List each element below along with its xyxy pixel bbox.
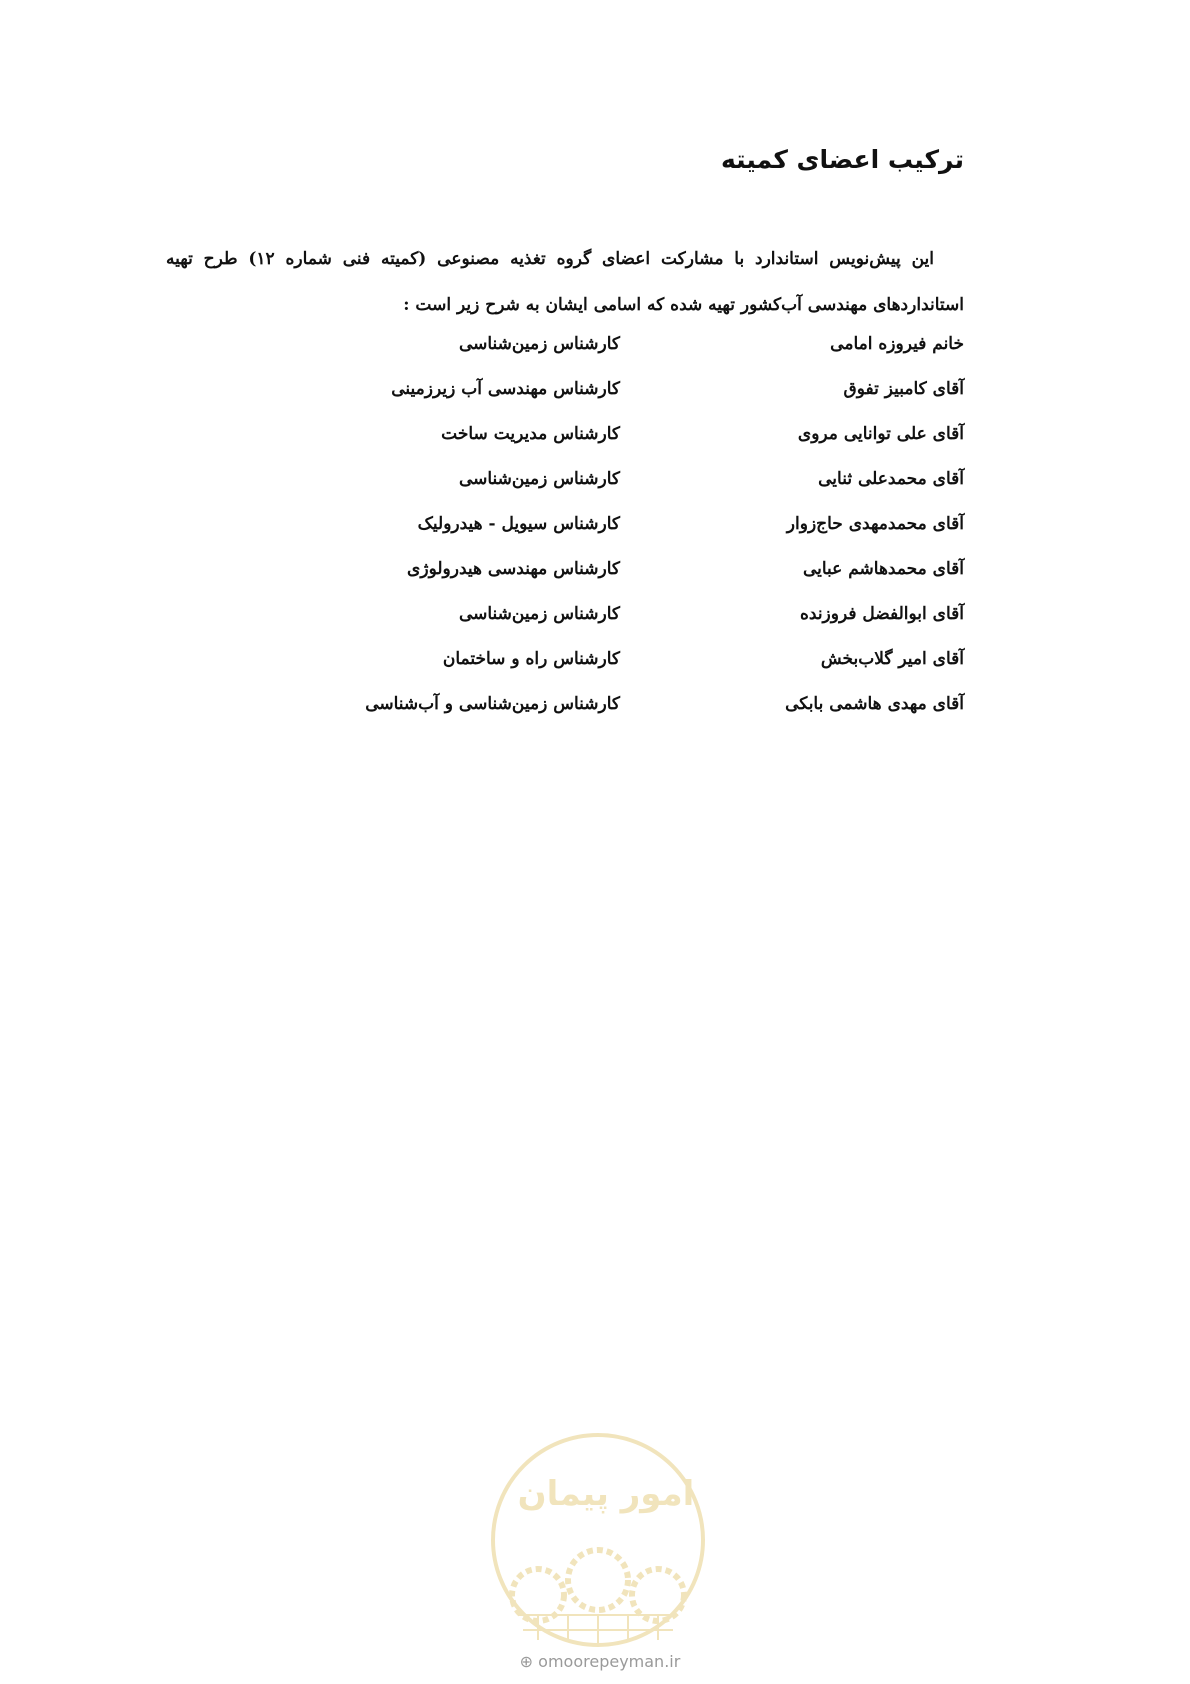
member-name: خانم فیروزه امامی [830, 334, 964, 354]
member-row [0, 649, 1190, 694]
member-name: آقای محمدمهدی حاج‌زوار [786, 514, 964, 534]
member-row [0, 694, 1190, 739]
member-role: کارشناس مهندسی آب زیرزمینی [391, 379, 620, 399]
member-role: کارشناس مدیریت ساخت [441, 424, 620, 444]
intro-paragraph [166, 236, 964, 328]
member-role: کارشناس مهندسی هیدرولوژی [407, 559, 620, 579]
member-row [0, 559, 1190, 604]
watermark-site-text [490, 1652, 710, 1671]
member-role: کارشناس زمین‌شناسی و آب‌شناسی [365, 694, 620, 714]
watermark-site: omoorepeyman.ir [538, 1652, 681, 1671]
member-row [0, 379, 1190, 424]
member-name: آقای علی توانایی مروی [797, 424, 964, 444]
committee-members-list [0, 334, 1190, 739]
member-role: کارشناس راه و ساختمان [442, 649, 620, 669]
page-title: ترکیب اعضای کمیته [720, 145, 964, 174]
member-name: آقای مهدی هاشمی بابکی [785, 694, 964, 714]
intro-line-2: استانداردهای مهندسی آب‌کشور تهیه شده که اسامی ایشان به شرح زیر است : [403, 295, 964, 315]
member-row [0, 469, 1190, 514]
member-row [0, 424, 1190, 469]
member-role: کارشناس زمین‌شناسی [458, 469, 620, 489]
member-row [0, 334, 1190, 379]
member-name: آقای محمدعلی ثنایی [818, 469, 964, 489]
member-name: آقای محمدهاشم عبایی [802, 559, 964, 579]
globe-icon: ⊕ [519, 1652, 534, 1671]
watermark-logo [478, 1430, 718, 1660]
member-role: کارشناس سیویل - هیدرولیک [417, 514, 620, 534]
member-role: کارشناس زمین‌شناسی [458, 604, 620, 624]
watermark-logo-text: امور پیمان [517, 1474, 695, 1514]
member-row [0, 604, 1190, 649]
member-row [0, 514, 1190, 559]
member-name: آقای ابوالفضل فروزنده [799, 604, 964, 624]
member-name: آقای امیر گلاب‌بخش [820, 649, 964, 669]
member-role: کارشناس زمین‌شناسی [458, 334, 620, 354]
intro-line-1: این پیش‌نویس استاندارد با مشارکت اعضای گروه تغذیه مصنوعی (کمیته فنی شماره ۱۲) طرح تهیه [166, 249, 934, 269]
member-name: آقای کامبیز تفوق [843, 379, 964, 399]
